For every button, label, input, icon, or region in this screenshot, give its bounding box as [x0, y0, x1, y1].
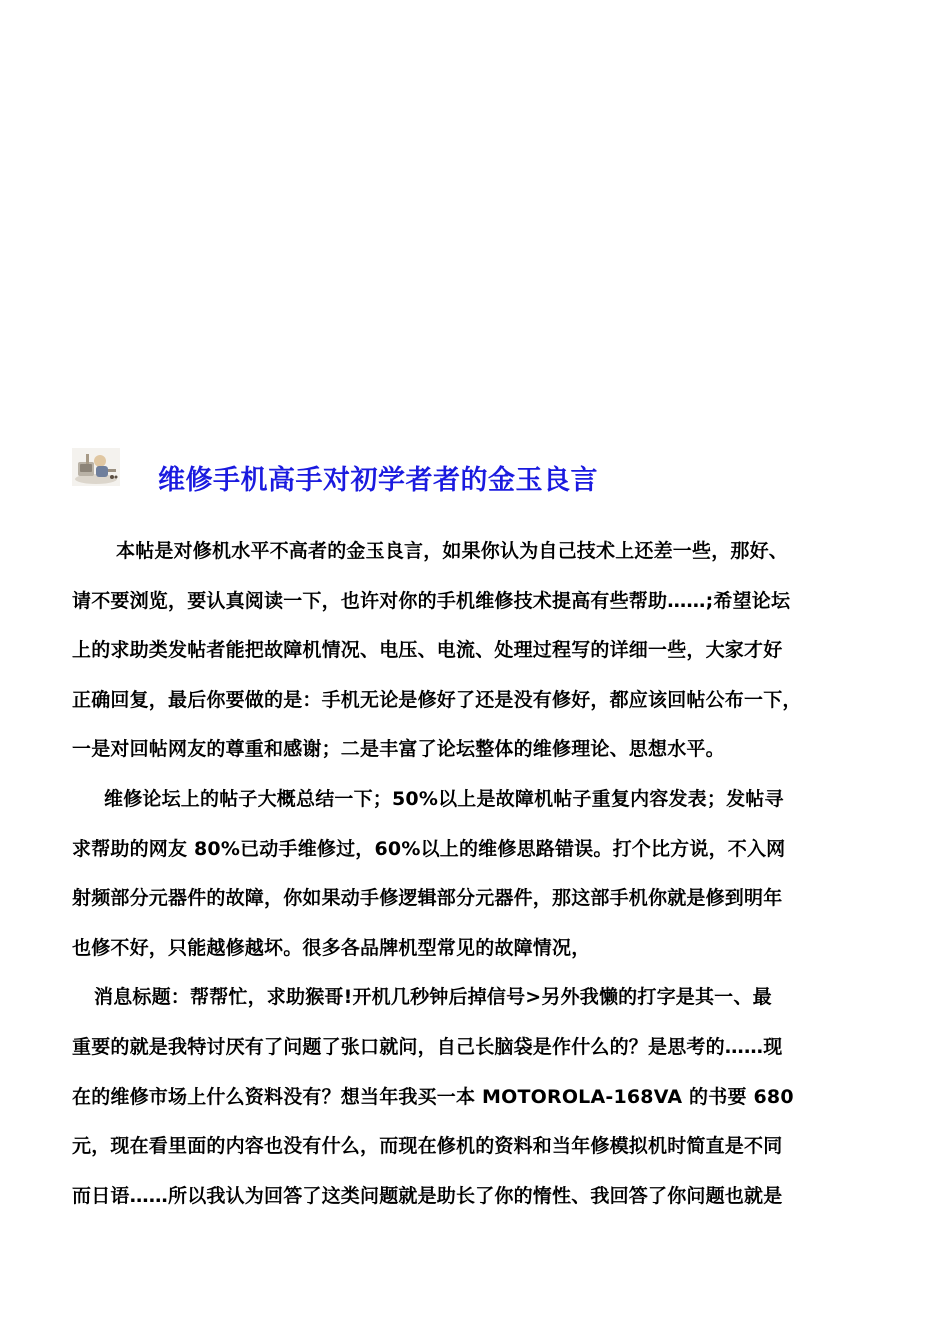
paragraph-line: 在的维修市场上什么资料没有？想当年我买一本 MOTOROLA-168VA 的书要 680 [72, 1085, 794, 1108]
paragraph-line: 维修论坛上的帖子大概总结一下；50%以上是故障机帖子重复内容发表；发帖寻 [104, 787, 784, 810]
paragraph-line: 重要的就是我特讨厌有了问题了张口就问，自己长脑袋是作什么的？是思考的……现 [72, 1035, 783, 1058]
document-body [72, 527, 878, 1221]
paragraph-line: 求帮助的网友 80%已动手维修过，60%以上的维修思路错误。打个比方说，不入网 [72, 837, 786, 860]
paragraph-line: 一是对回帖网友的尊重和感谢；二是丰富了论坛整体的维修理论、思想水平。 [72, 738, 725, 761]
title-row [72, 446, 892, 506]
paragraph-line: 元，现在看里面的内容也没有什么，而现在修机的资料和当年修模拟机时简直是不同 [72, 1135, 783, 1158]
tools-illustration-icon [72, 448, 120, 486]
paragraph-line: 上的求助类发帖者能把故障机情况、电压、电流、处理过程写的详细一些，大家才好 [72, 639, 783, 662]
paragraph-line: 消息标题：帮帮忙，求助猴哥!开机几秒钟后掉信号>另外我懒的打字是其一、最 [94, 986, 772, 1009]
document-title: 维修手机高手对初学者者的金玉良言 [158, 465, 598, 496]
paragraph-line: 也修不好，只能越修越坏。很多各品牌机型常见的故障情况， [72, 936, 591, 959]
paragraph-line: 正确回复，最后你要做的是：手机无论是修好了还是没有修好，都应该回帖公布一下， [72, 688, 802, 711]
paragraph-line: 请不要浏览，要认真阅读一下，也许对你的手机维修技术提高有些帮助……;希望论坛 [72, 589, 791, 612]
paragraph-line: 本帖是对修机水平不高者的金玉良言，如果你认为自己技术上还差一些，那好、 [116, 540, 789, 562]
paragraph-line: 射频部分元器件的故障，你如果动手修逻辑部分元器件，那这部手机你就是修到明年 [72, 887, 783, 910]
paragraph-line: 而日语……所以我认为回答了这类问题就是助长了你的惰性、我回答了你问题也就是 [72, 1184, 783, 1207]
